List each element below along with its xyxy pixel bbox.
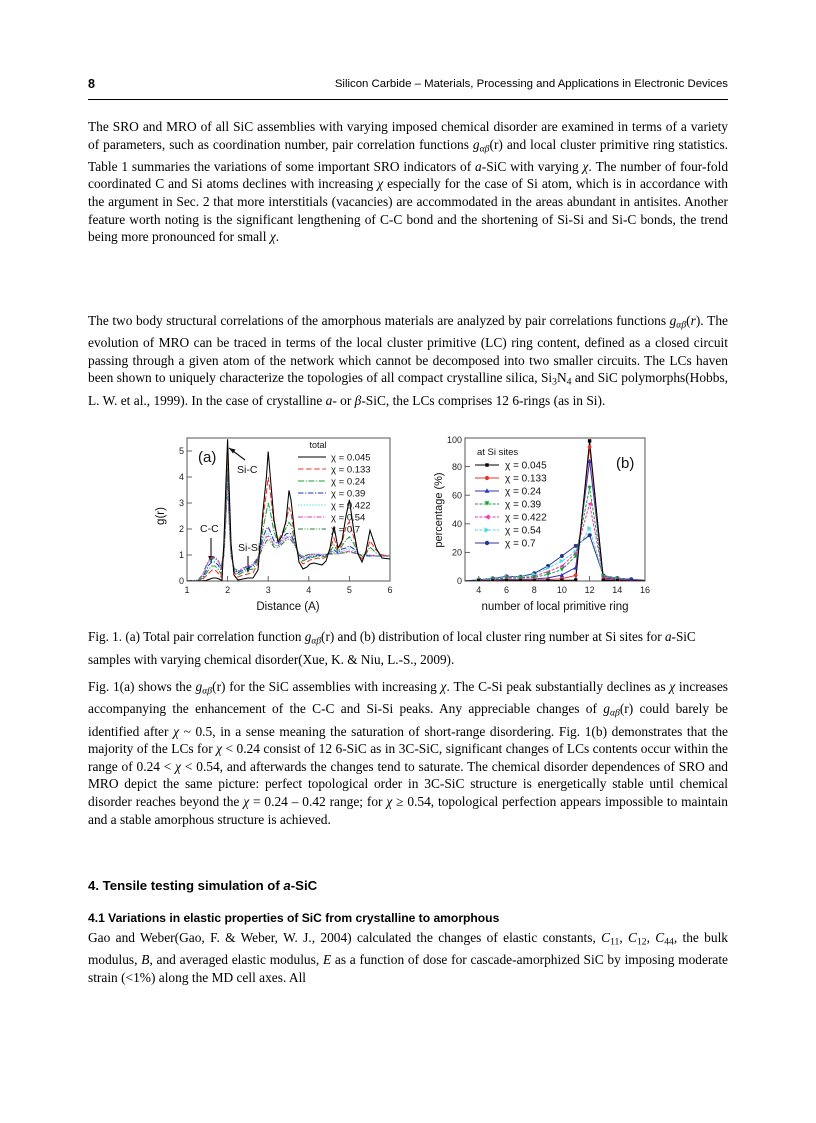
svg-text:6: 6	[387, 585, 393, 595]
svg-text:6: 6	[503, 585, 510, 595]
p2-alpha: a	[325, 392, 333, 408]
svg-text:0: 0	[456, 576, 462, 586]
p3-g-sub: αβ	[202, 685, 213, 697]
panel-b-x-ticklabels	[476, 585, 650, 595]
p2-g-sub: αβ	[676, 319, 687, 331]
svg-text:0: 0	[178, 576, 184, 586]
p1-seg3: -SiC with varying	[481, 158, 583, 174]
p1-g-sub: αβ	[479, 143, 490, 155]
p3-seg10: ≥ 0.54, topological perfection appears impossible to maintain and a stable amorphous structure is achieved.	[88, 793, 729, 827]
p3-chi-1: χ	[440, 679, 447, 694]
p4-c11-sub: 11	[610, 936, 620, 948]
p3-g: g	[195, 679, 203, 694]
section-4-suffix: -SiC	[290, 878, 318, 893]
p1-seg5: especially for the case of Si atom, which is in accordance with the argument in Sec. 2 that more interstitials (vacancies) are accommodated in the areas abundant in antisites. Another feature worth noting is the significant lengthening of C-C bond and the shortening of Si-Si and Si-C bonds, the trend being more pronounced for small	[88, 176, 728, 245]
svg-text:3: 3	[178, 498, 184, 508]
paragraph-4	[88, 929, 728, 986]
section-4-prefix: 4. Tensile testing simulation of	[88, 878, 284, 893]
svg-text:χ = 0.422: χ = 0.422	[331, 500, 371, 512]
p4-E: E	[322, 952, 332, 968]
p2-seg5: - or	[332, 392, 355, 408]
panel-a-legend-labels	[331, 453, 371, 536]
p4-B: B	[141, 952, 150, 968]
svg-text:40: 40	[451, 519, 462, 529]
paragraph-3	[88, 678, 728, 828]
svg-text:12: 12	[584, 585, 595, 595]
figure-caption	[88, 628, 728, 668]
p4-c12: C	[628, 930, 637, 945]
p1-seg4: . The number of four-fold coordinated C and Si atoms declines with increasing	[88, 158, 729, 192]
annotation-si-c: Si-C	[237, 464, 258, 476]
page-header	[88, 76, 728, 108]
section-heading-4-1: 4.1 Variations in elastic properties of SiC from crystalline to amorphous	[88, 911, 500, 925]
panel-a-ylabel: g(r)	[155, 507, 167, 525]
panel-b	[433, 435, 650, 613]
p4-c44-sub: 44	[664, 936, 674, 948]
paragraph-3-block	[88, 678, 728, 828]
annotation-c-c: C-C	[200, 523, 219, 535]
p2-n-sub: 4	[566, 377, 572, 389]
svg-text:χ = 0.7: χ = 0.7	[505, 538, 536, 550]
paragraph-2-block	[88, 312, 728, 409]
p2-r: r	[690, 313, 696, 328]
caption-g: g	[304, 629, 312, 644]
p1-seg2: (r) and local cluster primitive ring statistics. Table 1 summaries the variations of some important SRO indicators of	[88, 136, 728, 174]
figure-1	[150, 428, 662, 628]
paragraph-1-block	[88, 118, 728, 246]
p4-c11: C	[601, 930, 611, 945]
curve-b-chi-0-7	[465, 535, 645, 581]
p1-end: .	[275, 229, 280, 245]
panel-b-label: (b)	[616, 455, 635, 472]
panel-a-legend	[298, 440, 371, 536]
panel-a-x-ticklabels	[184, 585, 392, 595]
page-number: 8	[88, 77, 95, 91]
caption-g-sub: αβ	[311, 636, 322, 647]
p3-seg7: < 0.24 consist of 12 6-SiC as in 3C-SiC, significant changes of LCs contents occur within the range of 0.24 <	[88, 741, 728, 774]
p3-chi-2: χ	[669, 679, 676, 694]
p1-g: g	[472, 136, 480, 152]
p3-chi-7: χ	[386, 793, 393, 809]
p1-a: a	[475, 158, 482, 174]
svg-text:χ = 0.39: χ = 0.39	[505, 499, 542, 511]
svg-text:χ = 0.045: χ = 0.045	[505, 460, 547, 472]
p2-seg2: (	[686, 313, 691, 328]
p4-seg3: , and averaged elastic modulus,	[149, 952, 323, 968]
svg-text:4: 4	[178, 472, 184, 482]
curve-b-chi-0-39	[465, 488, 645, 581]
p3-seg6: ~ 0.5, in a sense meaning the saturation of short-range disordering. Fig. 1(b) demonstrates that the majority of the LCs for	[88, 723, 728, 757]
paragraph-2	[88, 312, 728, 409]
annotation-si-si: Si-Si	[238, 542, 261, 554]
panel-b-xlabel: number of local primitive ring	[481, 601, 629, 613]
svg-text:χ = 0.39: χ = 0.39	[331, 488, 366, 500]
svg-text:20: 20	[451, 547, 462, 558]
panel-b-legend-title: at Si sites	[477, 447, 519, 458]
panel-a-xlabel: Distance (A)	[256, 601, 320, 613]
svg-text:4: 4	[476, 585, 482, 595]
curve-b-chi-0-24	[465, 461, 645, 581]
section-41-heading-block	[88, 910, 728, 927]
svg-text:80: 80	[451, 462, 462, 472]
p4-comma-2: ,	[646, 930, 656, 945]
paragraph-4-block	[88, 929, 728, 986]
panel-a-legend-title: total	[309, 440, 327, 450]
running-title: Silicon Carbide – Materials, Processing and Applications in Electronic Devices	[334, 78, 728, 90]
p3-seg5: (r) could barely be identified after	[88, 701, 728, 739]
p1-seg1: The SRO and MRO of all SiC assemblies with varying imposed chemical disorder are examined in terms of a variety of parameters, such as coordination number, pair correlation functions	[88, 119, 728, 152]
svg-text:60: 60	[451, 490, 462, 501]
p2-seg6: -SiC, the LCs comprises 12 6-rings (as in Si).	[361, 392, 606, 408]
curve-b-chi-0-54	[465, 525, 645, 581]
p3-seg4: increases accompanying the enhancement of the C-C and Si-Si peaks. Any appreciable changes of	[88, 679, 728, 717]
panel-b-legend	[475, 447, 547, 550]
p3-chi-6: χ	[243, 793, 250, 809]
p3-chi-3: χ	[173, 723, 179, 739]
p4-c12-sub: 12	[636, 936, 647, 948]
svg-text:10: 10	[556, 585, 567, 595]
svg-text:1: 1	[184, 585, 190, 595]
header-rule	[88, 99, 728, 100]
caption-mid: (r) and (b) distribution of local cluster ring number at Si sites for	[321, 629, 665, 644]
svg-text:χ = 0.133: χ = 0.133	[331, 464, 371, 476]
p3-seg8: < 0.54, and afterwards the changes tend to saturate. The chemical disorder dependences of SRO and MRO depict the same picture: perfect topological order in 3C-SiC structure is energetically stable until chemical disorder reaches beyond the	[88, 758, 728, 809]
svg-text:5: 5	[346, 585, 352, 595]
p2-seg4: and SiC polymorphs(Hobbs, L. W. et al., 1999). In the case of crystalline	[88, 370, 729, 408]
p2-seg1: The two body structural correlations of the amorphous materials are analyzed by pair correlations functions	[88, 313, 670, 328]
p2-seg3: ). The evolution of MRO can be traced in terms of the local cluster primitive (LC) ring content, defined as a closed circuit passing through a given atom of the network which cannot be decomposed into two smaller circuits. The LCs haven been shown to uniquely characterize the topologies of all compact crystalline silica, Si	[88, 313, 728, 386]
p4-comma-1: ,	[619, 930, 629, 945]
svg-text:16: 16	[639, 585, 651, 595]
p3-seg2: (r) for the SiC assemblies with increasing	[212, 679, 441, 694]
figure-1-svg	[150, 428, 662, 628]
panel-a-label: (a)	[198, 449, 217, 466]
p4-seg1: Gao and Weber(Gao, F. & Weber, W. J., 2004) calculated the changes of elastic constants,	[88, 930, 602, 945]
svg-text:3: 3	[265, 585, 271, 595]
paragraph-1	[88, 118, 728, 246]
p3-g2-sub: αβ	[609, 707, 620, 719]
curve-b-chi-0-422	[465, 504, 645, 581]
panel-a	[155, 438, 393, 613]
section-heading-4	[88, 877, 728, 895]
p3-g2: g	[603, 701, 610, 717]
panel-a-y-ticklabels	[179, 446, 184, 586]
p1-chi-3: χ	[269, 229, 276, 245]
svg-text:14: 14	[612, 585, 623, 595]
svg-text:χ = 0.422: χ = 0.422	[505, 512, 547, 524]
p3-chi-4: χ	[216, 741, 223, 757]
p3-seg9: = 0.24 – 0.42 range; for	[249, 793, 387, 809]
caption-prefix: Fig. 1. (a) Total pair correlation function	[88, 629, 305, 644]
svg-text:4: 4	[306, 585, 312, 595]
svg-text:χ = 0.7: χ = 0.7	[331, 524, 361, 536]
p2-g: g	[669, 313, 677, 328]
p3-seg3: . The C-Si peak substantially declines as	[446, 679, 670, 694]
svg-text:8: 8	[531, 585, 537, 595]
panel-a-y-ticks	[187, 451, 192, 581]
svg-text:χ = 0.133: χ = 0.133	[505, 473, 547, 485]
section-4-heading-block	[88, 877, 728, 895]
panel-b-ylabel: percentage (%)	[433, 472, 445, 548]
svg-text:χ = 0.24: χ = 0.24	[331, 476, 366, 488]
p2-beta: β	[354, 392, 362, 408]
p2-n: N	[556, 370, 567, 386]
svg-text:2: 2	[225, 585, 231, 595]
panel-b-legend-labels	[505, 461, 547, 550]
p2-si-sub: 3	[552, 377, 557, 389]
svg-text:χ = 0.045: χ = 0.045	[331, 452, 371, 464]
svg-text:χ = 0.54: χ = 0.54	[505, 525, 542, 537]
svg-text:2: 2	[178, 524, 184, 534]
svg-text:χ = 0.24: χ = 0.24	[505, 486, 542, 498]
p4-c44: C	[655, 930, 665, 945]
p4-seg4: as a function of dose for cascade-amorphized SiC by imposing moderate strain (<1%) along the MD cell axes. All	[88, 952, 728, 985]
svg-text:5: 5	[178, 446, 184, 456]
p1-chi-2: χ	[377, 176, 384, 192]
p1-chi-1: χ	[582, 158, 589, 174]
caption-suffix: -SiC samples with varying chemical disorder(Xue, K. & Niu, L.-S., 2009).	[88, 629, 696, 668]
panel-b-y-ticklabels	[447, 435, 462, 586]
svg-text:1: 1	[178, 550, 184, 560]
p3-seg1: Fig. 1(a) shows the	[88, 679, 196, 694]
svg-text:χ = 0.54: χ = 0.54	[331, 512, 366, 524]
caption-a: a	[664, 629, 672, 644]
section-4-italic: a	[283, 878, 291, 893]
p4-seg2: , the bulk modulus,	[88, 930, 728, 968]
svg-text:100: 100	[446, 435, 462, 445]
p3-chi-5: χ	[175, 758, 182, 774]
panel-b-y-ticks	[465, 438, 470, 581]
